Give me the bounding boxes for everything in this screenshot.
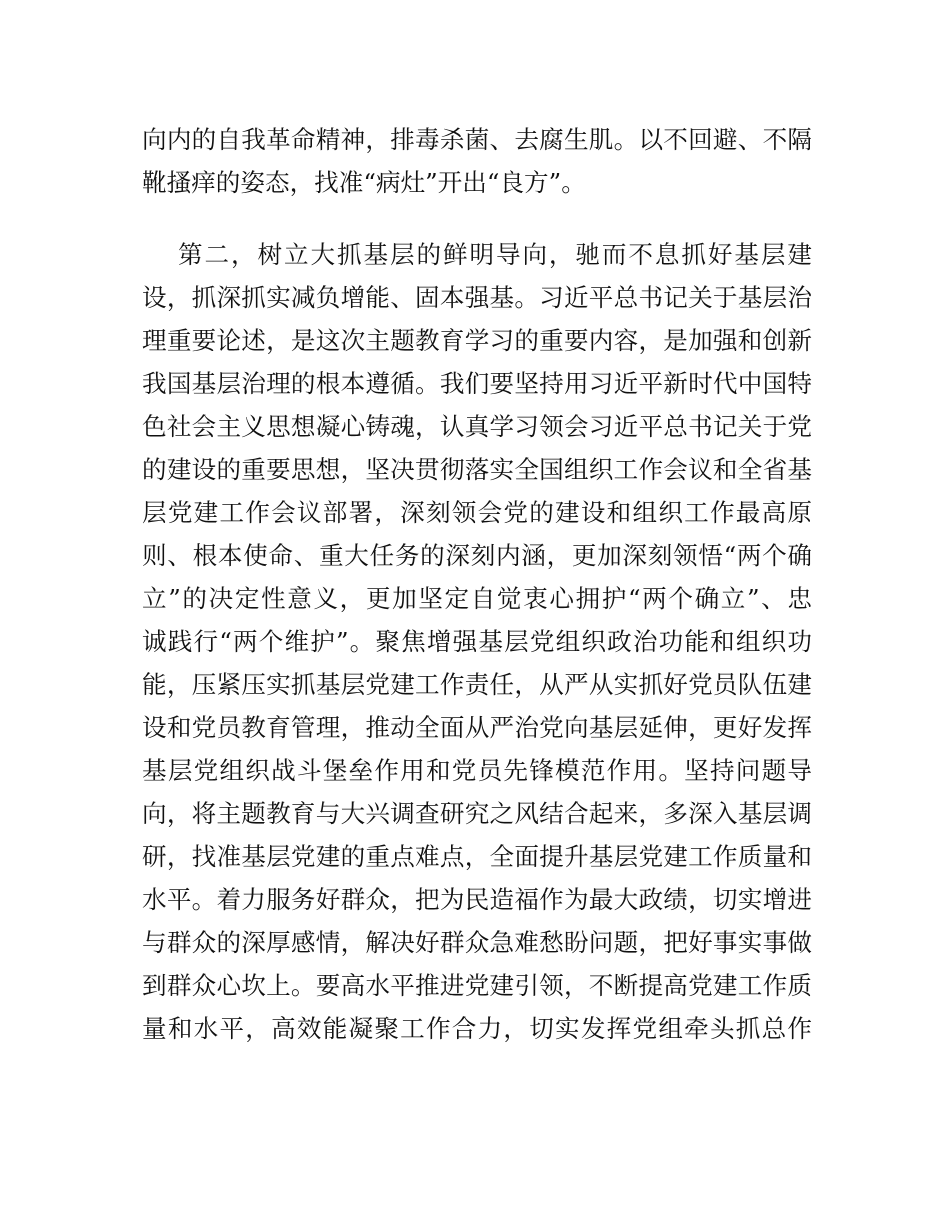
paragraph-line: 诚践行“两个维护”。聚焦增强基层党组织政治功能和组织功 [142, 627, 812, 656]
paragraph-line: 理重要论述，是这次主题教育学习的重要内容，是加强和创新 [142, 326, 812, 355]
paragraph-line: 则、根本使命、重大任务的深刻内涵，更加深刻领悟“两个确 [142, 541, 812, 570]
paragraph-line: 设，抓深抓实减负增能、固本强基。习近平总书记关于基层治 [142, 283, 812, 312]
paragraph-line: 立”的决定性意义，更加坚定自觉衷心拥护“两个确立”、忠 [142, 584, 812, 613]
paragraph-line: 我国基层治理的根本遵循。我们要坚持用习近平新时代中国特 [142, 369, 812, 398]
paragraph-line: 基层党组织战斗堡垒作用和党员先锋模范作用。坚持问题导 [142, 756, 812, 785]
paragraph-line: 与群众的深厚感情，解决好群众急难愁盼问题，把好事实事做 [142, 928, 812, 957]
paragraph-line: 到群众心坎上。要高水平推进党建引领，不断提高党建工作质 [142, 971, 812, 1000]
paragraph-line: 的建设的重要思想，坚决贯彻落实全国组织工作会议和全省基 [142, 455, 812, 484]
paragraph-line: 向内的自我革命精神，排毒杀菌、去腐生肌。以不回避、不隔 [142, 125, 812, 154]
paragraph-line: 设和党员教育管理，推动全面从严治党向基层延伸，更好发挥 [142, 713, 812, 742]
paragraph-line: 靴搔痒的姿态，找准“病灶”开出“良方”。 [142, 168, 586, 197]
paragraph-line: 水平。着力服务好群众，把为民造福作为最大政绩，切实增进 [142, 885, 812, 914]
paragraph-line: 色社会主义思想凝心铸魂，认真学习领会习近平总书记关于党 [142, 412, 812, 441]
paragraph-line: 研，找准基层党建的重点难点，全面提升基层党建工作质量和 [142, 842, 812, 871]
paragraph-line: 层党建工作会议部署，深刻领会党的建设和组织工作最高原 [142, 498, 812, 527]
paragraph-line: 量和水平，高效能凝聚工作合力，切实发挥党组牵头抓总作 [142, 1014, 812, 1043]
paragraph-line: 向，将主题教育与大兴调查研究之风结合起来，多深入基层调 [142, 799, 812, 828]
paragraph-2 [142, 233, 812, 1050]
paragraph-line: 能，压紧压实抓基层党建工作责任，从严从实抓好党员队伍建 [142, 670, 812, 699]
paragraph-1 [142, 118, 812, 204]
paragraph-line: 第二，树立大抓基层的鲜明导向，驰而不息抓好基层建 [178, 240, 812, 269]
